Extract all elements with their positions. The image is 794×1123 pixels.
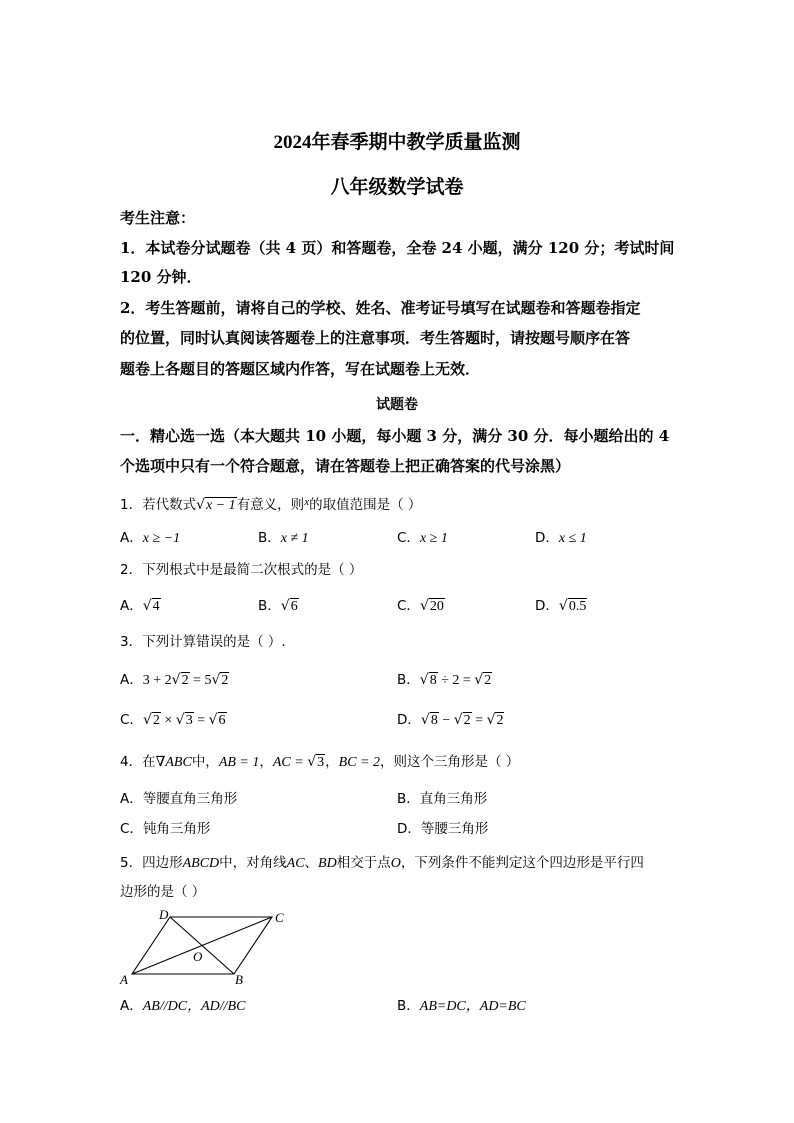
q1-option-c[interactable]: C．x ≥ 1 [397,530,448,546]
q5-option-b[interactable]: B．AB=DC，AD=BC [397,998,526,1014]
q4-option-d[interactable]: D．等腰三角形 [397,821,489,837]
q2-option-c[interactable]: C．√20 [397,598,444,614]
notice-item2-line3: 题卷上各题目的答题区域内作答，写在试题卷上无效． [120,360,481,378]
parallelogram-figure [114,906,294,988]
q3-option-a[interactable]: A．3 + 2√2 = 5√2 [120,672,229,688]
label-o: O [193,949,203,964]
q1-option-d[interactable]: D．x ≤ 1 [535,530,587,546]
question-1-stem [120,492,421,515]
notice-item1-line2: 120 分钟． [120,268,202,286]
q1-option-a[interactable]: A．x ≥ −1 [120,530,181,546]
q1-variable: x [304,496,310,508]
q1-text-mid: 有意义，则 [236,497,305,513]
question-3-stem: 3．下列计算错误的是（ ）. [120,634,286,650]
exam-title: 2024年春季期中教学质量监测 [273,132,521,153]
exam-subtitle: 八年级数学试卷 [330,177,464,198]
q1-text-pre: 1．若代数式 [120,497,197,513]
label-b: B [235,972,243,987]
question-5-stem-line2: 边形的是（ ） [120,884,206,900]
q1-text-post: 的取值范围是（ ） [309,497,422,513]
part1-instruction-line2: 个选项中只有一个符合题意，请在答题卷上把正确答案的代号涂黑） [120,457,571,475]
notice-item2-line1: 2．考生答题前，请将自己的学校、姓名、准考证号填写在试题卷和答题卷指定 [120,299,641,317]
sqrt-symbol: √ [196,497,206,513]
notice-item1-line1: 1．本试卷分试题卷（共 4 页）和答题卷，全卷 24 小题，满分 120 分；考试时间 [120,239,675,257]
q5-option-a[interactable]: A．AB//DC，AD//BC [120,998,246,1014]
q2-option-d[interactable]: D．√0.5 [535,598,587,614]
diagonal-bd [170,917,234,974]
question-2-stem: 2．下列根式中是最简二次根式的是（ ） [120,562,363,578]
notice-heading: 考生注意： [120,209,196,227]
notice-item2-line2: 的位置，同时认真阅读答题卷上的注意事项．考生答题时，请按题号顺序在答 [120,329,631,347]
question-4-stem: 4．在∇ABC中，AB = 1，AC = √3，BC = 2，则这个三角形是（ ） [120,754,520,770]
label-d: D [159,907,169,922]
question-5-stem-line1: 5．四边形ABCD中，对角线AC、BD相交于点O，下列条件不能判定这个四边形是平行四 [120,855,644,871]
q3-option-b[interactable]: B．√8 ÷ 2 = √2 [397,672,492,688]
q1-radicand: x − 1 [206,498,236,513]
part1-instruction-line1: 一．精心选一选（本大题共 10 小题，每小题 3 分，满分 30 分．每小题给出的 4 [120,427,670,445]
q2-option-a[interactable]: A．√4 [120,598,160,614]
q3-option-d[interactable]: D．√8 − √2 = √2 [397,712,504,728]
q4-option-b[interactable]: B．直角三角形 [397,791,488,807]
label-a: A [120,972,128,987]
label-c: C [275,910,284,925]
section-name: 试题卷 [376,397,418,413]
q2-option-b[interactable]: B．√6 [258,598,298,614]
q4-option-a[interactable]: A．等腰直角三角形 [120,791,238,807]
q4-option-c[interactable]: C．钝角三角形 [120,821,211,837]
q1-option-b[interactable]: B．x ≠ 1 [258,530,309,546]
q3-option-c[interactable]: C．√2 × √3 = √6 [120,712,226,728]
